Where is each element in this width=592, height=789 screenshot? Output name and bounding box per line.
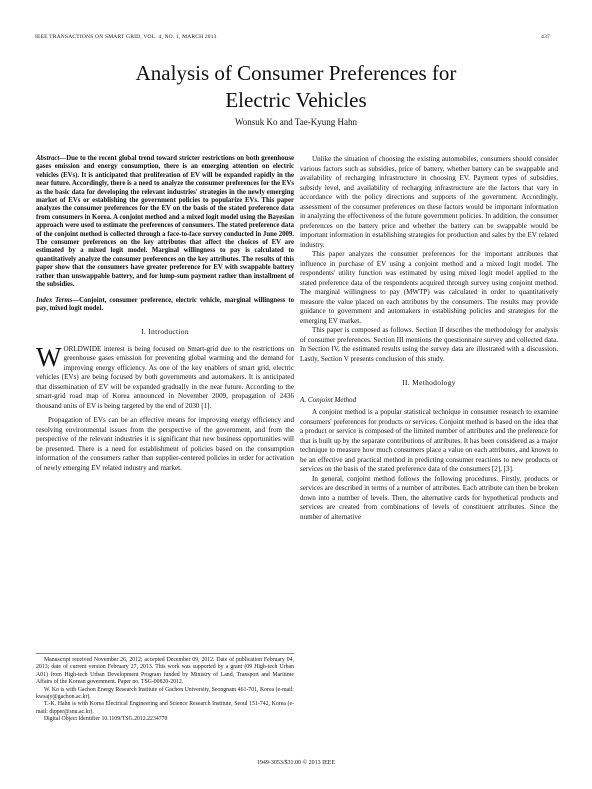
- index-terms: [36, 297, 294, 314]
- title-line-1: Analysis of Consumer Preferences for: [135, 61, 457, 85]
- section-heading-introduction: I. Introduction: [141, 327, 189, 337]
- journal-name: IEEE TRANSACTIONS ON SMART GRID, VOL. 4, NO. 1, MARCH 2013: [35, 34, 217, 40]
- body-paragraph-2: This paper analyzes the consumer preferences for the important attributes that influence in purchase of EV using a conjoint method and a mixed logit model. The respondents' utility function was estimated by using mixed logit model applied to the stated preference data of the respondents acquired through survey using conjoint method. The marginal willingness to pay (MWTP) was calculated in order to quantitatively measure the value placed on each attributes by the consumers. The results may provide guidance to government and automakers in establishing policies and strategies for the emerging EV market.: [300, 250, 558, 325]
- footnotes: [36, 653, 294, 724]
- intro-paragraph-2: Propagation of EVs can be an effective means for improving energy efficiency and resolving environmental issues from the perspective of the government, and from the perspective of the relevant industries it is significant that new business opportunities will be presented. There is a need for establishment of policies based on the consumption information of the consumers rather than supplier-centered policies in order for activation of newly emerging EV related industry and market.: [36, 416, 294, 472]
- method-paragraph-2: In general, conjoint method follows the following procedures. Firstly, products or services are described in terms of a number of attributes. Each attribute can then be broken down into a number of levels. Then, the alternative cards for hypothetical products and services are created from combinations of levels of constituent attributes. Since the number of alternative: [300, 474, 558, 521]
- page-number: 437: [541, 34, 550, 40]
- subsection-heading-conjoint: A. Conjoint Method: [300, 395, 357, 404]
- abstract-lead: Abstract: [36, 155, 60, 162]
- paper-title: [0, 60, 592, 114]
- intro-paragraph-1: [36, 341, 294, 412]
- right-column: [300, 155, 558, 522]
- method-paragraph-1: A conjoint method is a popular statistical technique in consumer research to examine consumers' preferences for products or services. Conjoint method is based on the idea that a product or service is composed of the limited number of attributes and the preference for that is built up by the separate contributions of attributes. It has been considered as a major technique to measure how much consumers place a value on each attributes, and known to be an effective and practical method in predicting consumer reactions to new products or services on the basis of the stated preference data of the consumers [2], [3].: [300, 408, 558, 473]
- footnote-author-2: T.-K. Hahn is with Korea Electrical Engineering and Science Research Institute, Seoul 151-742, Korea (e-mail: dipper@snu.ac.kr).: [36, 701, 294, 715]
- drop-cap: W: [36, 341, 62, 372]
- index-terms-lead: Index Terms: [36, 296, 73, 304]
- body-paragraph-1: Unlike the situation of choosing the existing automobiles, consumers should consider various factors such as subsidies, price of battery, whether battery can be swappable and availability of recharging infrastructure in choosing EV. Payment types of subsidies, subsidy level, and availability of recharging infrastructure are the factors that vary in accordance with the policy directions and supports of the government. Accordingly, assessment of the consumer preferences on these factors would be important information in analyzing the effectiveness of the future government policies. In addition, the consumer preferences on the battery price and whether the battery can be swappable would be important information in establishing strategies for production and sales by the EV related industry.: [300, 155, 558, 249]
- authors: Wonsuk Ko and Tae-Kyung Hahn: [235, 117, 357, 127]
- abstract-text: —Due to the recent global trend toward stricter restrictions on both greenhouse gases emission and energy consumption, there is an emerging attention on electric vehicles (EVs). It is anticipated that proliferation of EV will be expanded rapidly in the near future. Accordingly, there is a need to analyze the consumer preferences for the EVs as the basic data for developing the relevant industries' strategies in the newly emerging market of EVs or establishing the government policies to popularize EVs. This paper analyzes the consumer preferences for the EV on the basis of the stated preference data from consumers in Korea. A conjoint method and a mixed logit model using the Bayesian approach were used to estimate the preferences of consumers. The stated preference data of the conjoint method is collected through a face-to-face survey conducted in June 2009. The consumer preferences on the key attributes that affect the choices of EV are estimated by a mixed logit model. Marginal willingness to pay is calculated to quantitatively analyze the consumer preferences on the key attributes. The results of this paper show that the consumers have greater preference for EV with swappable battery rather than unswappable battery, and for lump-sum payment rather than installment of the subsidies.: [36, 155, 294, 289]
- footnote-author-1: W. Ko is with Gachon Energy Research Institute of Gachon University, Seongnam 461-701, Korea (e-mail: kwsajy@gachon.ac.kr).: [36, 686, 294, 701]
- title-line-2: Electric Vehicles: [225, 88, 367, 112]
- abstract: [36, 155, 294, 290]
- intro-paragraph-1-text: ORLDWIDE interest is being focused on Smart-grid due to the restrictions on greenhouse gases emission for preventing global warming and the demand for improving energy efficiency. As one of the key enablers of smart grid, electric vehicles (EVs) are being focused by both governments and automakers. It is anticipated that dissemination of EV will be expanded gradually in the near future. According to the smart-grid road map of Korea announced in November 2009, propagation of 2436 thousand units of EV is being targeted by the end of 2030 [1].: [36, 344, 294, 410]
- left-column: [36, 155, 294, 473]
- footnote-manuscript: Manuscript received November 26, 2012; accepted December 09, 2012. Date of publication February 04, 2013; date of current version February 27, 2013. This work was supported by a grant (09 High-tech Urban A01) from High-tech Urban Development Program funded by Ministry of Land, Transport and Maritime Affairs of the Korean government. Paper no. TSG-00820-2012.: [36, 657, 294, 686]
- index-terms-text: —Conjoint, consumer preference, electric vehicle, marginal willingness to pay, mixed logit model.: [36, 296, 294, 312]
- footnote-doi: Digital Object Identifier 10.1109/TSG.2012.2234770: [44, 716, 168, 723]
- body-paragraph-3: This paper is composed as follows. Section II describes the methodology for analysis of consumer preferences. Section III mentions the questionnaire survey and collected data. In Section IV, the estimated results using the survey data are illustrated with a discussion. Lastly, Section V presents conclusion of this study.: [300, 326, 558, 363]
- copyright-footer: 1949-3053/$31.00 © 2013 IEEE: [256, 760, 336, 766]
- section-heading-methodology: II. Methodology: [402, 378, 456, 387]
